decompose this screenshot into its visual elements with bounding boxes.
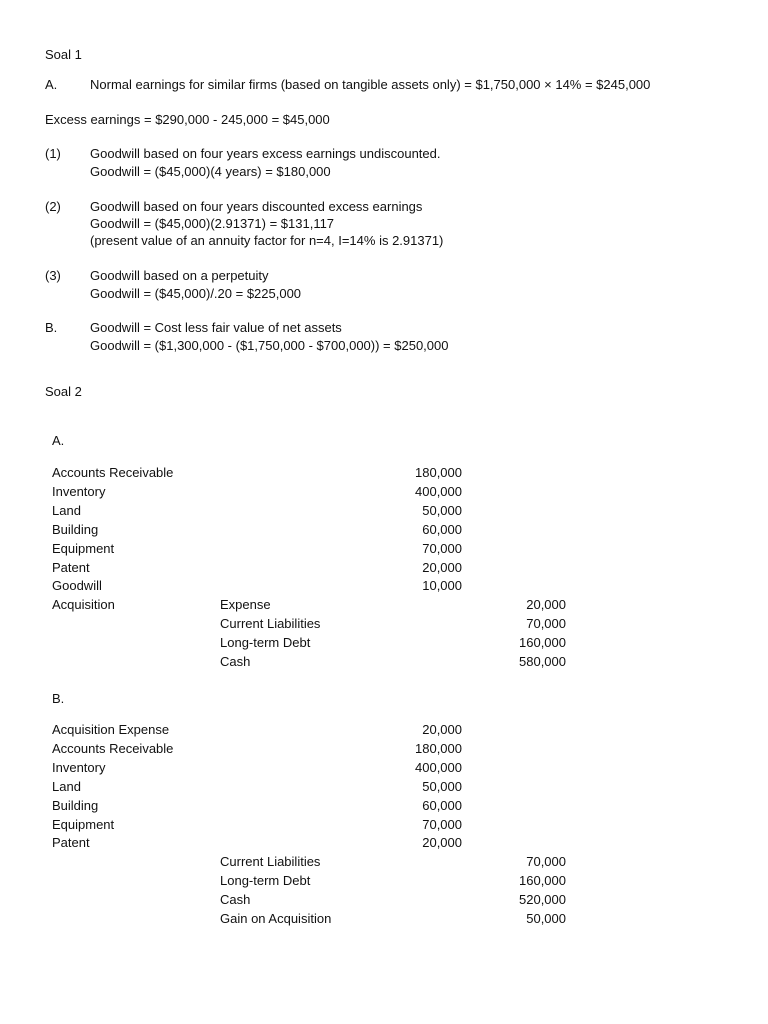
debit-amount: 70,000 <box>422 540 462 556</box>
debit-amount: 20,000 <box>422 722 462 737</box>
soal2-title: Soal 2 <box>45 384 82 399</box>
credit-account: Expense <box>220 597 271 612</box>
debit-account: Acquisition <box>52 597 115 613</box>
debit-account: Inventory <box>52 759 106 775</box>
credit-amount: 70,000 <box>526 615 566 631</box>
debit-account: Equipment <box>52 816 115 832</box>
debit-account: Inventory <box>52 483 106 499</box>
item-1-label: (1) <box>45 146 61 161</box>
credit-account: Long-term Debt <box>220 872 311 888</box>
debit-account: Acquisition Expense <box>52 722 170 737</box>
item-1-line-1: Goodwill based on four years excess earnings undiscounted. <box>90 146 441 161</box>
debit-amount: 20,000 <box>422 835 462 851</box>
credit-account: Long-term Debt <box>220 634 311 650</box>
item-3-line-2: Goodwill = ($45,000)/.20 = $225,000 <box>90 286 302 301</box>
soal1-a-text: Normal earnings for similar firms (based on tangible assets only) = $1,750,000 × 14% = $245,000 <box>90 77 651 92</box>
debit-amount: 60,000 <box>422 797 462 813</box>
credit-account: Gain on Acquisition <box>220 910 332 926</box>
debit-account: Accounts Receivable <box>52 465 174 480</box>
debit-account: Patent <box>52 835 90 851</box>
credit-amount: 50,000 <box>526 910 566 926</box>
item-2-line-2: Goodwill = ($45,000)(2.91371) = $131,117 <box>90 216 335 231</box>
debit-account: Building <box>52 521 99 537</box>
item-b-label: B. <box>45 320 58 335</box>
item-b-line-2: Goodwill = ($1,300,000 - ($1,750,000 - $700,000)) = $250,000 <box>90 338 449 353</box>
debit-account: Accounts Receivable <box>52 740 174 756</box>
item-2-label: (2) <box>45 199 61 214</box>
credit-account: Cash <box>220 653 251 669</box>
item-3-label: (3) <box>45 268 61 283</box>
credit-amount: 160,000 <box>519 872 566 888</box>
item-b-line-1: Goodwill = Cost less fair value of net assets <box>90 320 342 335</box>
debit-account: Equipment <box>52 540 115 556</box>
debit-account: Land <box>52 778 81 794</box>
debit-amount: 400,000 <box>415 483 462 499</box>
debit-account: Building <box>52 797 99 813</box>
debit-account: Land <box>52 502 81 518</box>
debit-amount: 180,000 <box>415 465 462 480</box>
credit-account: Current Liabilities <box>220 854 321 869</box>
excess-earnings: Excess earnings = $290,000 - 245,000 = $45,000 <box>45 112 330 127</box>
debit-amount: 60,000 <box>422 521 462 537</box>
item-1-line-2: Goodwill = ($45,000)(4 years) = $180,000 <box>90 164 331 179</box>
debit-amount: 180,000 <box>415 740 462 756</box>
soal1-title: Soal 1 <box>45 47 82 62</box>
item-2-line-1: Goodwill based on four years discounted excess earnings <box>90 199 423 214</box>
debit-amount: 10,000 <box>422 578 462 594</box>
debit-amount: 20,000 <box>422 559 462 575</box>
debit-amount: 400,000 <box>415 759 462 775</box>
credit-amount: 160,000 <box>519 634 566 650</box>
soal1-a-label: A. <box>45 77 58 92</box>
debit-account: Patent <box>52 559 90 575</box>
credit-amount: 520,000 <box>519 891 566 907</box>
debit-amount: 70,000 <box>422 816 462 832</box>
debit-account: Goodwill <box>52 578 102 594</box>
credit-amount: 70,000 <box>526 854 566 869</box>
part-b-label: B. <box>52 691 65 706</box>
credit-amount: 580,000 <box>519 653 566 669</box>
debit-amount: 50,000 <box>422 778 462 794</box>
credit-account: Cash <box>220 891 251 907</box>
part-a-label: A. <box>52 433 65 448</box>
credit-account: Current Liabilities <box>220 615 321 631</box>
debit-amount: 50,000 <box>422 502 462 518</box>
item-2-line-3: (present value of an annuity factor for n=4, I=14% is 2.91371) <box>90 233 444 248</box>
item-3-line-1: Goodwill based on a perpetuity <box>90 268 269 283</box>
credit-amount: 20,000 <box>526 597 566 612</box>
